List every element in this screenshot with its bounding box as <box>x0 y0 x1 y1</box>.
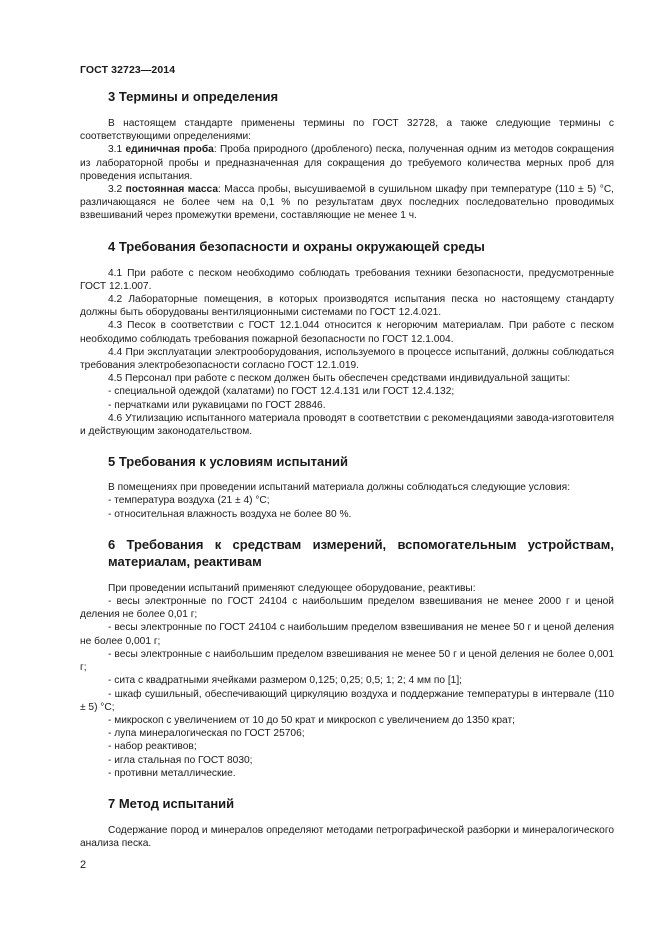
clause-4-2: 4.2 Лабораторные помещения, в которых производятся испытания песка но настоящему стандарту должны быть оборудованы вентиляционными системами по ГОСТ 12.4.021. <box>80 294 614 319</box>
equipment-item-8: - набор реактивов; <box>108 741 197 753</box>
clause-4-4: 4.4 При эксплуатации электрооборудования, используемого в процессе испытаний, должны соблюдаться требования электробезопасности согласно ГОСТ 12.1.019. <box>80 346 614 372</box>
section-6-title: 6 Требования к средствам измерений, вспомогательным устройствам, материалам, реактивам <box>108 536 614 569</box>
term-3-2-term: постоянная масса <box>125 184 218 196</box>
equipment-item-5: - шкаф сушильный, обеспечивающий циркуляцию воздуха и поддержание температуры в интервале (110 ± 5) °С; <box>80 688 614 713</box>
term-3-1-term: единичная проба <box>125 144 214 156</box>
equipment-item-1: - весы электронные по ГОСТ 24104 с наибольшим пределом взвешивания не менее 2000 г и ценой деления не более 0,01 г; <box>80 596 614 621</box>
section-4-title: 4 Требования безопасности и охраны окружающей среды <box>108 238 485 254</box>
term-3-1-definition: : Проба природного (дробленого) песка, полученная одним из методов сокращения из лабораторной пробы и предназначенная для сокращения до требуемого количества мерных проб для проведения испытания. <box>80 144 614 182</box>
term-3-2-definition: : Масса пробы, высушиваемой в сушильном шкафу при температуре (110 ± 5) °С, различающаяся не более чем на 0,1 % по результатам двух последних последовательно проводимых взвешиваний через промежутки времени, составляющие не менее 1 ч. <box>80 184 615 222</box>
equipment-item-6: - микроскоп с увеличением от 10 до 50 крат и микроскоп с увеличением до 1350 крат; <box>108 714 515 726</box>
clause-4-1: 4.1 При работе с песком необходимо соблюдать требования техники безопасности, предусмотренные ГОСТ 12.1.007. <box>80 267 614 292</box>
section-5-intro: В помещениях при проведении испытаний материала должны соблюдаться следующие условия: <box>108 482 571 494</box>
section-7-title: 7 Метод испытаний <box>108 795 235 811</box>
equipment-item-3: - весы электронные с наибольшим пределом взвешивания не менее 50 г и ценой деления не более 0,001 г; <box>80 648 614 674</box>
equipment-item-9: - игла стальная по ГОСТ 8030; <box>108 754 253 766</box>
clause-4-5-item-1: - специальной одеждой (халатами) по ГОСТ 12.4.131 или ГОСТ 12.4.132; <box>108 386 455 398</box>
document-code: ГОСТ 32723—2014 <box>80 64 176 76</box>
section-3-title: 3 Термины и определения <box>108 89 279 104</box>
equipment-item-7: - лупа минералогическая по ГОСТ 25706; <box>108 728 305 740</box>
section-5-title: 5 Требования к условиям испытаний <box>108 454 349 470</box>
clause-4-5: 4.5 Персонал при работе с песком должен быть обеспечен средствами индивидуальной защиты: <box>108 373 571 385</box>
section-7-text: Содержание пород и минералов определяют методами петрографической разборки и минералогического анализа песка. <box>80 824 614 850</box>
clause-4-5-item-2: - перчатками или рукавицами по ГОСТ 28846. <box>108 399 326 411</box>
term-3-2 <box>80 183 614 223</box>
condition-item-2: - относительная влажность воздуха не более 80 %. <box>108 508 352 520</box>
page-content <box>80 88 614 850</box>
term-3-1 <box>80 143 614 183</box>
equipment-item-4: - сита с квадратными ячейками размером 0,125; 0,25; 0,5; 1; 2; 4 мм по [1]; <box>108 675 462 687</box>
condition-item-1: - температура воздуха (21 ± 4) °С; <box>108 495 270 507</box>
section-6-intro: При проведении испытаний применяют следующее оборудование, реактивы: <box>108 582 476 594</box>
section-3-intro: В настоящем стандарте применены термины по ГОСТ 32728, а также следующие термины с соответствующими определениями: <box>80 118 614 143</box>
equipment-item-2: - весы электронные по ГОСТ 24104 с наибольшим пределом взвешивания не менее 50 г и ценой деления не более 0,001 г; <box>80 622 614 647</box>
clause-4-6: 4.6 Утилизацию испытанного материала проводят в соответствии с рекомендациями завода-изготовителя и действующим законодательством. <box>80 412 614 438</box>
clause-4-3: 4.3 Песок в соответствии с ГОСТ 12.1.044 относится к негорючим материалам. При работе с песком необходимо соблюдать требования пожарной безопасности по ГОСТ 12.1.004. <box>80 320 614 345</box>
equipment-item-10: - противни металлические. <box>108 767 236 779</box>
term-3-1-number: 3.1 <box>108 144 126 156</box>
page-number: 2 <box>80 859 87 871</box>
term-3-2-number: 3.2 <box>108 184 126 196</box>
